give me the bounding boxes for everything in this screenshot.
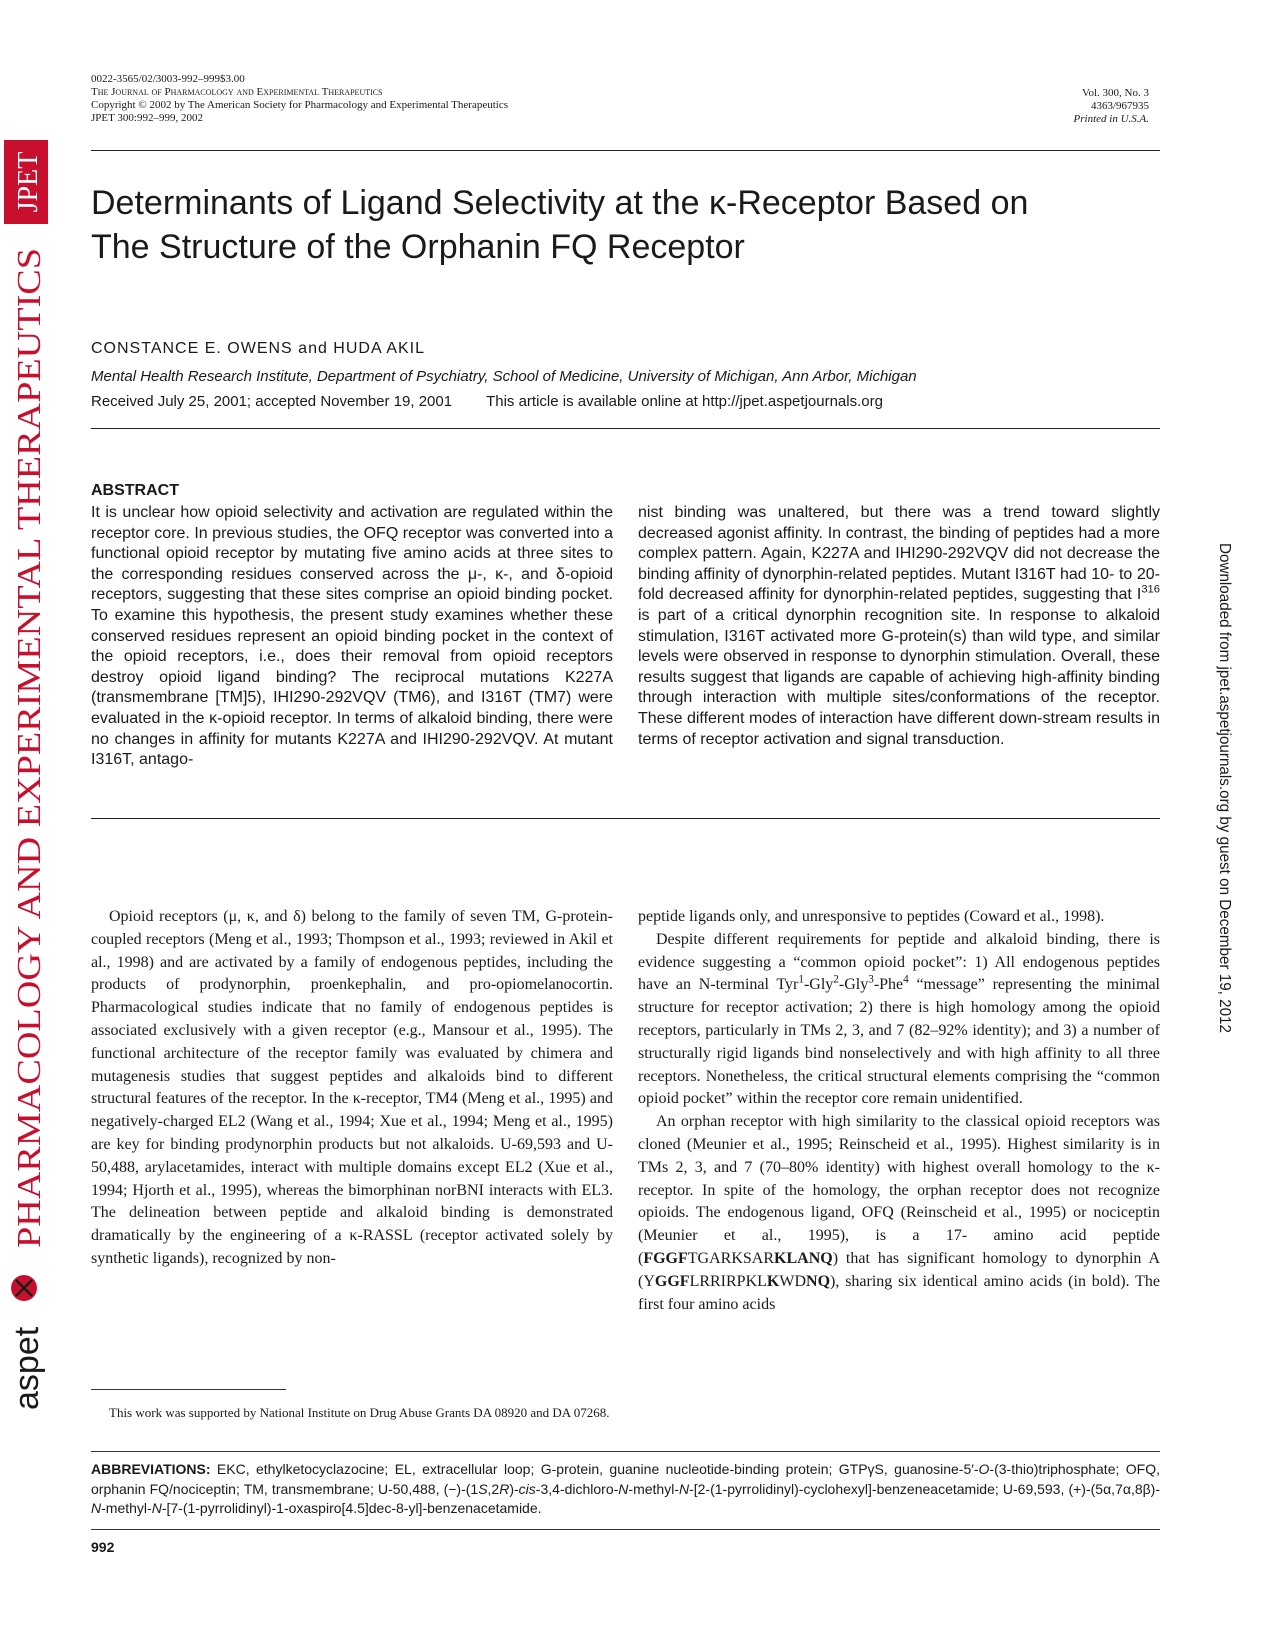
issn-line: 0022-3565/02/3003-992–999$3.00 xyxy=(91,73,245,85)
page-number: 992 xyxy=(91,1539,115,1555)
journal-header xyxy=(91,73,508,125)
text-run: ), sharing six identical amino acids (in bold). The first four amino acids xyxy=(638,1272,1160,1313)
text-run: -Gly xyxy=(838,976,869,994)
authors: CONSTANCE E. OWENS and HUDA AKIL xyxy=(91,340,426,357)
download-note-text: Downloaded from jpet.aspetjournals.org by guest on December 19, 2012 xyxy=(1216,543,1233,1058)
body-paragraph xyxy=(638,1111,1160,1316)
copyright-line: Copyright © 2002 by The American Society for Pharmacology and Experimental Therapeutics xyxy=(91,99,508,111)
journal-name-vertical: PHARMACOLOGY AND EXPERIMENTAL THERAPEUTICS xyxy=(11,357,48,1248)
superscript: 3 xyxy=(868,974,874,987)
text-run: ) that has significant homology to dynorphin A ( xyxy=(638,1249,1160,1290)
text-run: -3,4-dichloro- xyxy=(535,1480,619,1497)
text-run: -Gly xyxy=(803,976,834,994)
italic-run: N xyxy=(618,1480,629,1497)
online-availability: This article is available online at http://jpet.aspetjournals.org xyxy=(486,393,883,410)
aspet-logo-text: aspet xyxy=(8,1326,46,1410)
aspet-logo xyxy=(8,1275,46,1410)
bold-residue: NQ xyxy=(806,1272,831,1290)
abstract-heading: ABSTRACT xyxy=(91,482,179,499)
text-run: -methyl- xyxy=(628,1480,679,1497)
bold-residue: GGF xyxy=(654,1272,690,1290)
text-run: Despite different requirements for peptide and alkaloid binding, there is evidence suggesting a “common opioid pocket”: 1) All endogenous peptides have an N-terminal Tyr xyxy=(638,930,1160,994)
jpet-badge-label: JPET xyxy=(13,151,44,213)
superscript: 2 xyxy=(833,974,839,987)
printed-line: Printed in U.S.A. xyxy=(1073,113,1149,125)
citation-line: JPET 300:992–999, 2002 xyxy=(91,112,203,124)
italic-run: N xyxy=(678,1480,690,1497)
abbreviations-label: ABBREVIATIONS: xyxy=(91,1461,211,1477)
volume-line: Vol. 300, No. 3 xyxy=(1081,87,1149,99)
funding-footnote: This work was supported by National Institute on Drug Abuse Grants DA 08920 and DA 07268. xyxy=(109,1405,610,1420)
bold-residue: K xyxy=(766,1272,780,1290)
abbrev-top-rule xyxy=(91,1451,1160,1452)
body-paragraph xyxy=(638,929,1160,1111)
text-run: -(3-thio)triphosphate; OFQ, orphanin FQ/nociceptin; TM, transmembrane; U-50,488, (−)-(1 xyxy=(91,1461,1160,1497)
abbreviations xyxy=(91,1460,1160,1519)
italic-run: N xyxy=(151,1500,162,1516)
publication-dates xyxy=(91,393,883,410)
header-rule xyxy=(91,150,1160,151)
article-title xyxy=(91,181,1171,269)
abbrev-bottom-rule xyxy=(91,1529,1160,1530)
italic-run: N xyxy=(91,1500,102,1516)
title-line-2: The Structure of the Orphanin FQ Receptor xyxy=(91,228,745,266)
text-run: -methyl- xyxy=(101,1500,152,1516)
abstract-column-1: It is unclear how opioid selectivity and activation are regulated within the receptor core. In previous studies, the OFQ receptor was converted into a functional opioid receptor by mutating five amino acids at three sites to the corresponding residues conserved across the μ-, κ-, and δ-opioid receptors, suggesting that these sites comprise an opioid binding pocket. To examine this hypothesis, the present study examines whether these conserved residues represent an opioid binding pocket in the context of the opioid receptors, i.e., does their removal from opioid receptors destroy opioid ligand binding? The reciprocal mutations K227A (transmembrane [TM]5), IHI290-292VQV (TM6), and I316T (TM7) were evaluated in the κ-opioid receptor. In terms of alkaloid binding, there were no changes in affinity for mutants K227A and IHI290-292VQV. At mutant I316T, antago- xyxy=(91,504,613,769)
bold-residue: LA xyxy=(786,1249,809,1267)
text-run: WD xyxy=(779,1272,807,1290)
bold-residue: K xyxy=(774,1249,787,1267)
italic-run: cis xyxy=(518,1480,536,1497)
body-paragraph: Opioid receptors (μ, κ, and δ) belong to the family of seven TM, G-protein-coupled receptors (Meng et al., 1993; Thompson et al., 1993; reviewed in Akil et al., 1998) and are activated by a family of endogenous peptides, including the products of prodynorphin, proenkephalin, and pro-opiomelanocortin. Pharmacological studies indicate that no family of endogenous peptides is associated exclusively with a given receptor (e.g., Mansour et al., 1995). The functional architecture of the receptor family was evaluated by chimera and mutagenesis studies that suggest peptides and alkaloids bind to different structural features of the receptor. In the κ-receptor, TM4 (Meng et al., 1995) and negatively-charged EL2 (Wang et al., 1994; Xue et al., 1994; Meng et al., 1995) are key for binding prodynorphin products but not alkaloids. U-69,593 and U-50,488, arylacetamides, interact with multiple domains except EL2 (Xue et al., 1994; Hjorth et al., 1995), whereas the bimorphinan norBNI interacts with EL3. The delineation between peptide and alkaloid binding is demonstrated dramatically by the engineering of a κ-RASSL (receptor activated solely by synthetic ligands), recognized by non- xyxy=(91,908,613,1267)
superscript: 4 xyxy=(903,974,909,987)
italic-run: R xyxy=(499,1480,510,1497)
superscript: 1 xyxy=(798,974,804,987)
text-run: Y xyxy=(643,1272,655,1290)
text-run: An orphan receptor with high similarity to the classical opioid receptors was cloned (Meunier et al., 1995; Reinscheid et al., 1995). Highest similarity is in TMs 2, 3, and 7 (70–80% identity) with highest overall homology to the κ-receptor. In spite of the homology, the orphan receptor does not recognize opioids. The endogenous ligand, OFQ (Reinscheid et al., 1995) or nociceptin (Meunier et al., 1995), is a 17- amino acid peptide ( xyxy=(638,1113,1160,1267)
journal-name-line: The Journal of Pharmacology and Experimental Therapeutics xyxy=(91,86,383,98)
abstract-text: is part of a critical dynorphin recognition site. In response to alkaloid stimulation, I316T activated more G-protein(s) than wild type, and similar levels were observed in response to dynorphin stimulation. Overall, these results suggest that ligands are capable of achieving high-affinity binding through interaction with multiple sites/conformations of the receptor. These different modes of interaction have different down-stream results in terms of receptor activation and signal transduction. xyxy=(638,606,1160,748)
title-line-1: Determinants of Ligand Selectivity at the κ-Receptor Based on xyxy=(91,184,1029,222)
superscript: 316 xyxy=(1141,584,1160,597)
body-column-1 xyxy=(91,906,613,1271)
italic-run: S xyxy=(478,1480,488,1497)
italic-run: O xyxy=(978,1461,990,1477)
abstract-column-2 xyxy=(638,503,1160,750)
text-run: -Phe xyxy=(873,976,904,994)
text-run: )- xyxy=(509,1480,519,1497)
bold-residue: NQ xyxy=(808,1249,833,1267)
volume-info xyxy=(1074,87,1149,126)
text-run: “message” representing the minimal structure for receptor activation; 2) there is high homology among the opioid receptors, particularly in TMs 2, 3, and 7 (82–92% identity); and 3) a number of structurally rigid ligands bind nonselectively and with high affinity to all three receptors. Nonetheless, the critical structural elements comprising the “common opioid pocket” within the receptor core remain unidentified. xyxy=(638,976,1160,1108)
bold-residue: F xyxy=(643,1249,654,1267)
affiliation: Mental Health Research Institute, Department of Psychiatry, School of Medicine, University of Michigan, Ann Arbor, Michigan xyxy=(91,368,917,385)
body-column-2 xyxy=(638,906,1160,1316)
abstract-rule xyxy=(91,818,1160,819)
footnote-rule xyxy=(91,1389,286,1390)
article-id-line: 4363/967935 xyxy=(1090,100,1149,112)
text-run: LRRIRPKL xyxy=(689,1272,767,1290)
text-run: EKC, ethylketocyclazocine; EL, extracellular loop; G-protein, guanine nucleotide-binding protein; GTPγS, guanosine-5′- xyxy=(210,1461,979,1477)
title-rule xyxy=(91,428,1160,429)
journal-sidebar xyxy=(0,140,50,1410)
text-run: TGARKSAR xyxy=(687,1249,775,1267)
received-date: Received July 25, 2001; accepted November 19, 2001 xyxy=(91,393,453,410)
text-run: -[2-(1-pyrrolidinyl)-cyclohexyl]-benzeneacetamide; U-69,593, (+)-(5α,7α,8β)- xyxy=(689,1480,1160,1497)
text-run: -[7-(1-pyrrolidinyl)-1-oxaspiro[4.5]dec-8-yl]-benzenacetamide. xyxy=(161,1500,542,1516)
download-note xyxy=(1208,0,1248,1638)
abstract-text: nist binding was unaltered, but there was a trend toward slightly decreased agonist affinity. In contrast, the binding of peptides had a more complex pattern. Again, K227A and IHI290-292VQV did not decrease the binding affinity of dynorphin-related peptides. Mutant I316T had 10- to 20-fold decreased affinity for dynorphin-related peptides, suggesting that I xyxy=(638,504,1160,604)
text-run: ,2 xyxy=(487,1480,500,1497)
bold-residue: GGF xyxy=(653,1249,688,1267)
body-paragraph: peptide ligands only, and unresponsive to peptides (Coward et al., 1998). xyxy=(638,908,1105,925)
